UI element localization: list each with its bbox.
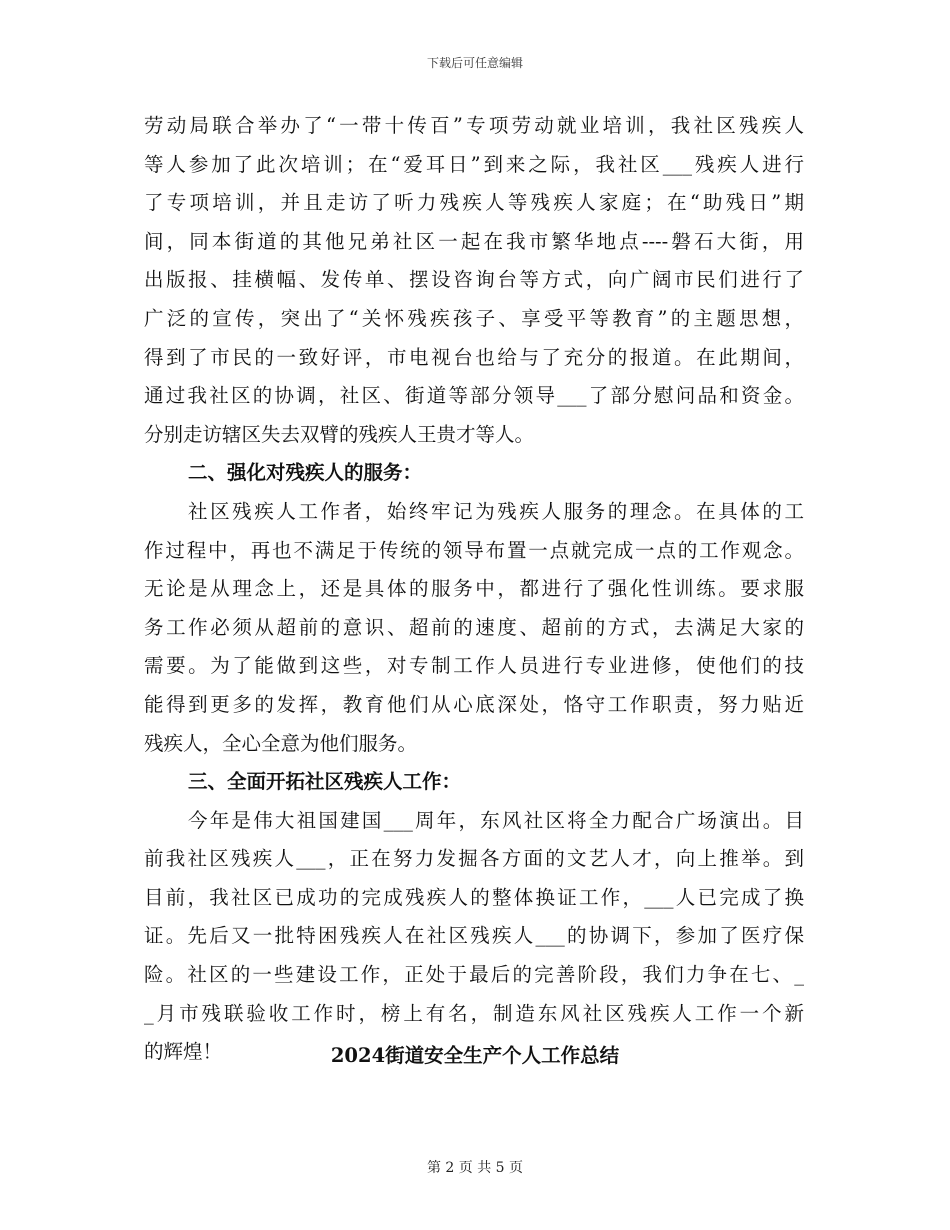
body-line: 广泛的宣传，突出了“关怀残疾孩子、享受平等教育”的主题思想， [144,306,804,330]
body-line: 残疾人，全心全意为他们服务。 [144,731,418,755]
body-line: _月市残联验收工作时，榜上有名，制造东风社区残疾人工作一个新 [144,1001,804,1025]
body-line: 分别走访辖区失去双臂的残疾人王贵才等人。 [144,422,535,446]
body-line: 通过我社区的协调，社区、街道等部分领导___了部分慰问品和资金。 [144,384,804,408]
body-line: 无论是从理念上，还是具体的服务中，都进行了强化性训练。要求服 [144,577,804,601]
next-document-title: 2024街道安全生产个人工作总结 [330,1044,620,1067]
body-line: 前我社区残疾人___，正在努力发掘各方面的文艺人才，向上推举。到 [144,847,804,871]
body-line: 等人参加了此次培训；在“爱耳日”到来之际，我社区___残疾人进行 [144,152,804,176]
body-line: 的辉煌！ [144,1040,223,1064]
document-body [144,107,804,1072]
section-heading: 二、强化对残疾人的服务： [188,461,423,485]
page-header: 下载后可任意编辑 [426,56,523,70]
body-line: 作过程中，再也不满足于传统的领导布置一点就完成一点的工作观念。 [144,538,804,562]
page-footer: 第 2 页 共 5 页 [426,1160,524,1176]
body-line: 证。先后又一批特困残疾人在社区残疾人___的协调下，参加了医疗保 [144,924,804,948]
section-heading: 三、全面开拓社区残疾人工作： [188,770,462,794]
body-line: 务工作必须从超前的意识、超前的速度、超前的方式，去满足大家的 [144,615,804,639]
body-line: 了专项培训，并且走访了听力残疾人等残疾人家庭；在“助残日”期 [144,191,804,215]
body-line: 险。社区的一些建设工作，正处于最后的完善阶段，我们力争在七、_ [144,963,804,987]
body-line: 得到了市民的一致好评，市电视台也给与了充分的报道。在此期间， [144,345,804,369]
body-line: 今年是伟大祖国建国___周年，东风社区将全力配合广场演出。目 [188,808,804,832]
body-line: 需要。为了能做到这些，对专制工作人员进行专业进修，使他们的技 [144,654,804,678]
body-line: 间，同本街道的其他兄弟社区一起在我市繁华地点----磐石大街，用 [144,229,804,253]
body-line: 目前，我社区已成功的完成残疾人的整体换证工作，___人已完成了换 [144,885,804,909]
body-line: 出版报、挂横幅、发传单、摆设咨询台等方式，向广阔市民们进行了 [144,268,804,292]
body-line: 能得到更多的发挥，教育他们从心底深处，恪守工作职责，努力贴近 [144,692,804,716]
body-line: 社区残疾人工作者，始终牢记为残疾人服务的理念。在具体的工 [188,499,804,523]
body-line: 劳动局联合举办了“一带十传百”专项劳动就业培训，我社区残疾人 [144,114,804,137]
